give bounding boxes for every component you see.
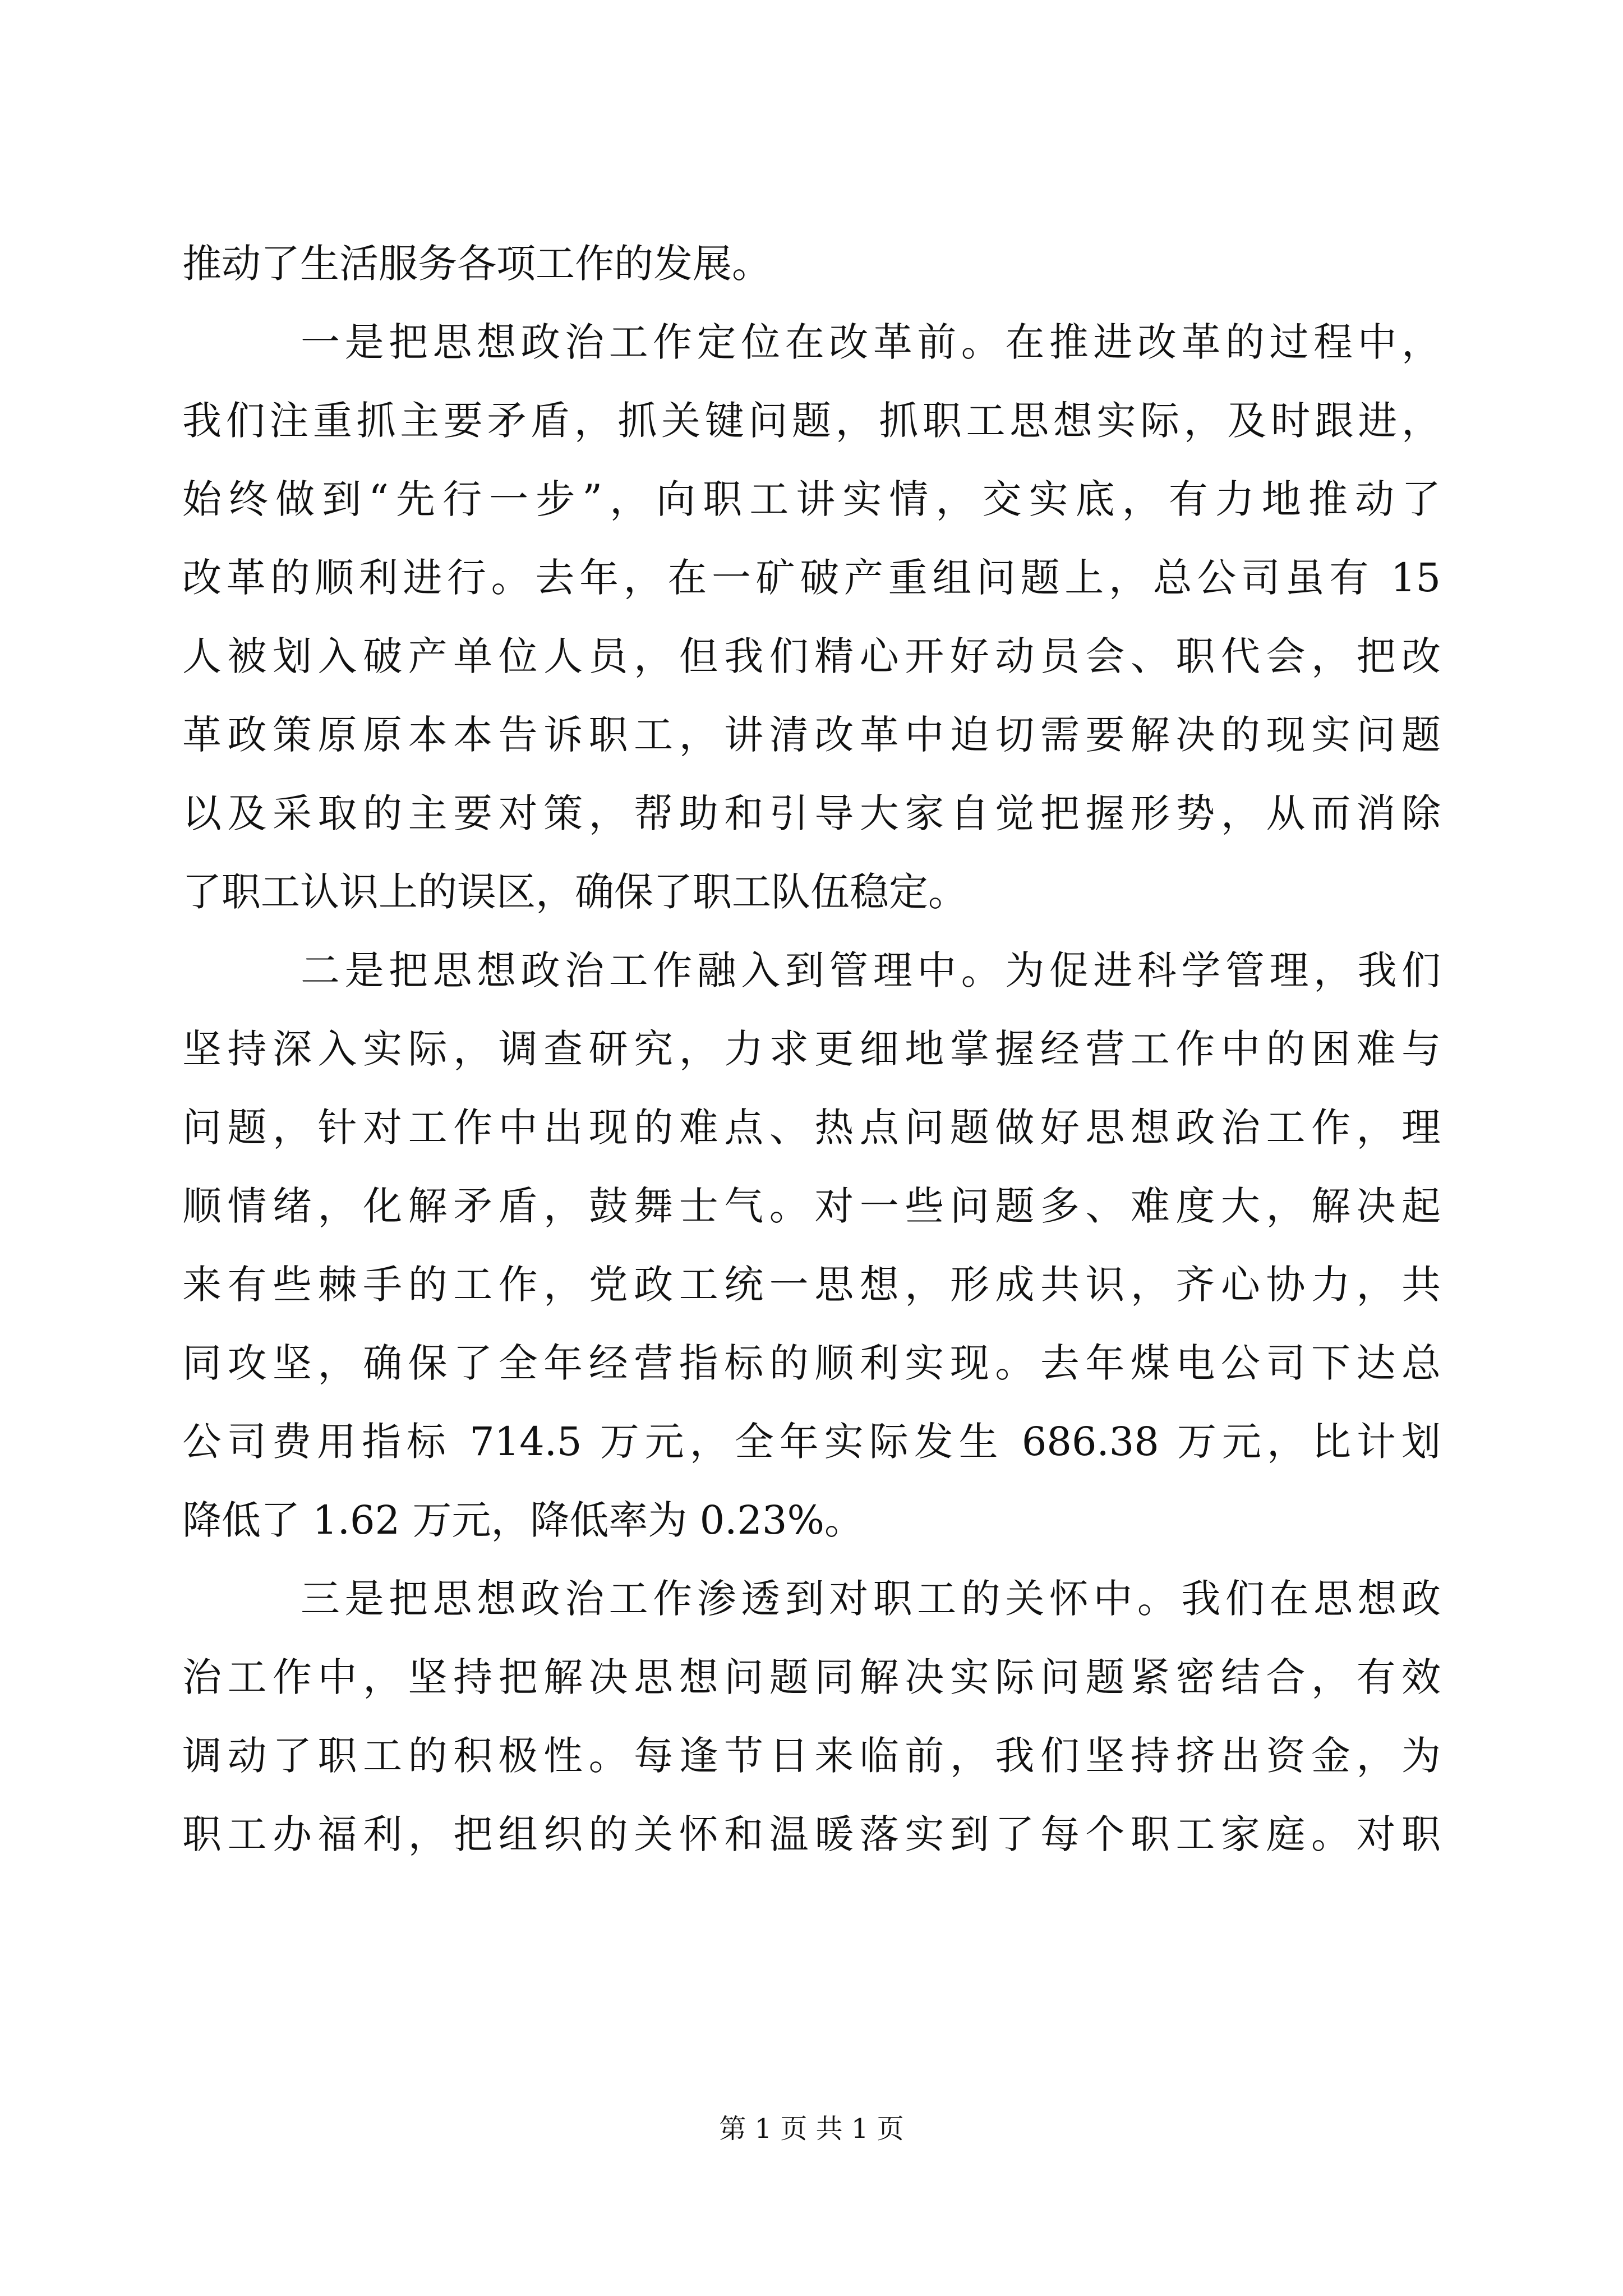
body-text: [182, 224, 1441, 1874]
text-line: 来有些棘手的工作，党政工统一思想，形成共识，齐心协力，共: [182, 1262, 1441, 1308]
text-line: 始终做到“先行一步”，向职工讲实情，交实底，有力地推动了: [182, 476, 1441, 522]
text-line: 治工作中，坚持把解决思想问题同解决实际问题紧密结合，有效: [182, 1654, 1441, 1700]
text-line: 推动了生活服务各项工作的发展。: [182, 241, 771, 287]
text-line: 人被划入破产单位人员，但我们精心开好动员会、职代会，把改: [182, 633, 1441, 679]
page-number-footer: 第 1 页 共 1 页: [719, 2113, 904, 2145]
text-line: 问题，针对工作中出现的难点、热点问题做好思想政治工作，理: [182, 1105, 1441, 1151]
text-line: 革政策原原本本告诉职工，讲清改革中迫切需要解决的现实问题: [182, 712, 1441, 758]
paragraph-first-line: 一是把思想政治工作定位在改革前。在推进改革的过程中，: [301, 319, 1441, 365]
text-line: 职工办福利，把组织的关怀和温暖落实到了每个职工家庭。对职: [182, 1811, 1441, 1857]
text-line: 降低了 1.62 万元，降低率为 0.23%。: [182, 1497, 864, 1543]
text-line: 顺情绪，化解矛盾，鼓舞士气。对一些问题多、难度大，解决起: [182, 1183, 1441, 1229]
text-line: 调动了职工的积极性。每逢节日来临前，我们坚持挤出资金，为: [182, 1733, 1441, 1779]
text-line: 公司费用指标 714.5 万元，全年实际发生 686.38 万元，比计划: [182, 1419, 1441, 1465]
paragraph-first-line: 二是把思想政治工作融入到管理中。为促进科学管理，我们: [301, 947, 1441, 993]
text-line: 了职工认识上的误区，确保了职工队伍稳定。: [182, 869, 967, 915]
text-line: 同攻坚，确保了全年经营指标的顺利实现。去年煤电公司下达总: [182, 1340, 1441, 1386]
text-line: 改革的顺利进行。去年，在一矿破产重组问题上，总公司虽有 15: [182, 555, 1441, 601]
paragraph-first-line: 三是把思想政治工作渗透到对职工的关怀中。我们在思想政: [301, 1576, 1441, 1622]
text-line: 坚持深入实际，调查研究，力求更细地掌握经营工作中的困难与: [182, 1026, 1441, 1072]
text-line: 我们注重抓主要矛盾，抓关键问题，抓职工思想实际，及时跟进，: [182, 398, 1441, 444]
text-line: 以及采取的主要对策，帮助和引导大家自觉把握形势，从而消除: [182, 790, 1441, 836]
